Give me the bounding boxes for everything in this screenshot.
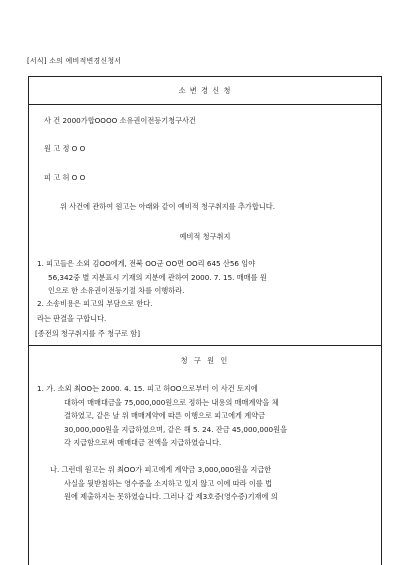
ground-ga-line: 1. 가. 소외 최OO는 2000. 4. 15. 피고 허OO으로부터 이 사건 토지에 (37, 384, 258, 393)
claim-1-line: 인으로 한 소유권이전등기절 차를 이행하라. (48, 286, 185, 295)
intro-text: 위 사건에 관하여 원고는 아래와 같이 예비적 청구취지를 추가합니다. (60, 202, 275, 211)
defendant-line: 피 고 허 O O (44, 173, 86, 182)
document-title: 소 변 경 신 청 (178, 86, 232, 95)
title-divider (28, 104, 382, 105)
ground-ga-line: 30,000,000원을 지급하였으며, 같은 해 5. 24. 잔금 45,000,000원을 (64, 424, 288, 434)
claim-item-2: 2. 소송비용은 피고의 부담으로 한다. (37, 299, 153, 308)
claim-1-line: 56,342중 별 지분표시 기재의 지분에 관하여 2000. 7. 15. 매매를 원 (48, 272, 267, 282)
ground-na-line: 나. 그런데 원고는 위 최OO가 피고에게 계약금 3,000,000원을 지급한 (50, 465, 272, 474)
ground-ga-line: 결하였고, 같은 날 위 매매계약에 따른 이행으로 피고에게 계약금 (64, 411, 266, 420)
ground-na-line: 원에 제출하지는 못하였습니다. 그러나 갑 제3호증(영수증)기재에 의 (64, 492, 278, 501)
ground-ga-line: 대하여 매매대금을 75,000,000원으로 정하는 내용의 매매계약을 체 (64, 397, 279, 407)
claim-1-line: 1. 피고들은 소외 김OO에게, 전북 OO군 OO면 OO리 645 산56 임야 (37, 259, 256, 268)
claim-note: [종전의 청구취지를 주 청구로 함] (35, 329, 141, 338)
section-divider (28, 345, 382, 346)
claim-conclusion: 라는 판결을 구합니다. (37, 314, 107, 323)
ground-na-line: 사실을 뒷받침하는 영수증을 소지하고 있지 않고 이에 따라 이를 법 (64, 478, 273, 488)
claim-heading: 예비적 청구취지 (179, 232, 231, 241)
ground-ga-line: 각 지급함으로써 매매대금 전액을 지급하였습니다. (64, 438, 222, 447)
plaintiff-line: 원 고 정 O O (44, 144, 86, 153)
grounds-heading: 청 구 원 인 (180, 356, 230, 365)
form-label: [서식] 소의 예비적변경신청서 (27, 57, 122, 65)
claim-item-1 (37, 257, 371, 298)
case-line: 사 건 2000가합OOOO 소유권이전등기청구사건 (44, 116, 196, 125)
ground-1-na (50, 463, 278, 504)
ground-1-ga (37, 382, 287, 450)
